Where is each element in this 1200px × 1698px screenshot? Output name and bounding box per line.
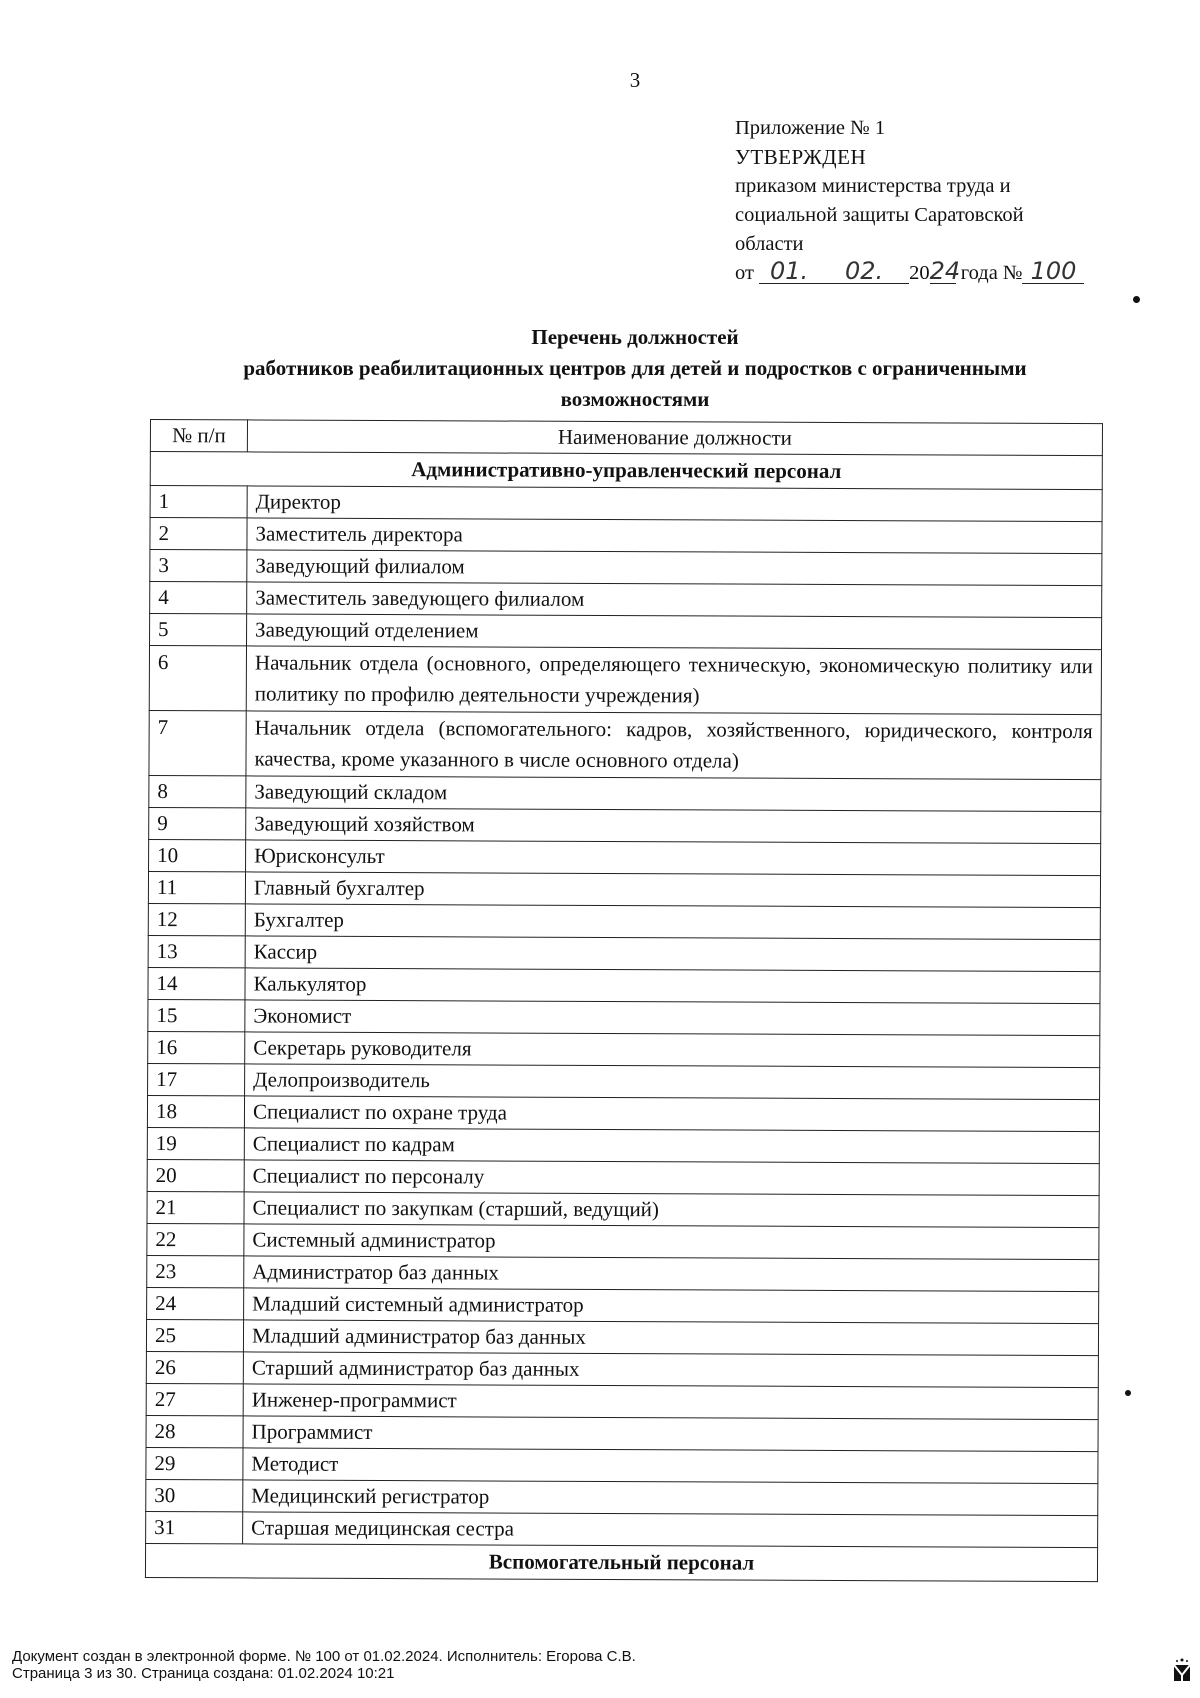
scan-speck	[1125, 1390, 1131, 1396]
table-row	[148, 871, 1100, 907]
position-name: Старший администратор баз данных	[243, 1352, 1098, 1388]
position-name: Специалист по охране труда	[244, 1096, 1099, 1132]
table-row	[150, 486, 1102, 522]
table-row	[147, 1255, 1099, 1291]
section-header-row	[150, 452, 1102, 490]
row-number: 3	[150, 550, 247, 582]
position-name: Системный администратор	[244, 1224, 1099, 1260]
positions-table	[145, 419, 1103, 1582]
table-row	[148, 1063, 1100, 1099]
table-row	[147, 1223, 1099, 1259]
row-number: 27	[146, 1383, 243, 1415]
row-number: 29	[146, 1447, 243, 1479]
table-row	[148, 903, 1100, 939]
position-name: Директор	[247, 486, 1102, 522]
table-row	[146, 1319, 1098, 1355]
position-name: Заместитель директора	[247, 518, 1102, 554]
document-title	[150, 322, 1120, 415]
section-title: Административно-управленческий персонал	[150, 452, 1102, 490]
table-row	[146, 1511, 1098, 1547]
row-number: 4	[150, 582, 247, 614]
table-row	[150, 518, 1102, 554]
table-row	[149, 807, 1101, 843]
table-row	[148, 999, 1100, 1035]
position-name: Инженер-программист	[243, 1384, 1098, 1420]
position-name: Специалист по кадрам	[244, 1128, 1099, 1164]
section-title: Вспомогательный персонал	[145, 1543, 1097, 1581]
table-row	[146, 1447, 1098, 1483]
table-row	[149, 775, 1101, 811]
approval-authority-line-2: социальной защиты Саратовской	[735, 204, 1024, 226]
table-row	[148, 1031, 1100, 1067]
table-row	[150, 614, 1102, 650]
footer-line-1: Документ создан в электронной форме. № 100 от 01.02.2024. Исполнитель: Егорова С.В.	[12, 1648, 636, 1665]
table-row	[146, 1351, 1098, 1387]
position-name: Экономист	[245, 1000, 1100, 1036]
title-line-2: работников реабилитационных центров для детей и подростков с ограниченными	[243, 356, 1027, 380]
table-row	[147, 1127, 1099, 1163]
order-number-handwritten: 100	[1022, 259, 1084, 284]
table-row	[149, 710, 1101, 779]
row-number: 14	[148, 967, 245, 999]
position-name: Администратор баз данных	[244, 1256, 1099, 1292]
appendix-label: Приложение № 1	[735, 117, 886, 139]
row-number: 1	[150, 486, 247, 518]
position-name: Специалист по закупкам (старший, ведущий)	[244, 1192, 1099, 1228]
position-name: Делопроизводитель	[245, 1064, 1100, 1100]
row-number: 31	[146, 1511, 243, 1543]
row-number: 20	[147, 1159, 244, 1191]
row-number: 23	[147, 1255, 244, 1287]
position-name: Бухгалтер	[245, 904, 1100, 940]
table-row	[148, 935, 1100, 971]
row-number: 17	[148, 1063, 245, 1095]
table-row	[150, 582, 1102, 618]
coat-of-arms-icon	[1170, 1655, 1194, 1685]
position-name: Заведующий складом	[246, 776, 1101, 812]
approved-label: УТВЕРЖДЕН	[735, 145, 867, 169]
position-name: Секретарь руководителя	[245, 1032, 1100, 1068]
position-name: Заведующий отделением	[247, 614, 1102, 650]
title-line-3: возможностями	[560, 387, 710, 411]
table-body	[145, 452, 1102, 1582]
row-number: 12	[148, 903, 245, 935]
order-number-label: года №	[960, 262, 1023, 284]
position-name: Заместитель заведующего филиалом	[247, 582, 1102, 618]
row-number: 6	[149, 646, 246, 711]
table-row	[147, 1095, 1099, 1131]
row-number: 13	[148, 935, 245, 967]
position-name: Специалист по персоналу	[244, 1160, 1099, 1196]
table-row	[146, 1383, 1098, 1419]
table-row	[150, 550, 1102, 586]
position-name: Программист	[243, 1416, 1098, 1452]
position-name: Методист	[243, 1448, 1098, 1484]
row-number: 5	[150, 614, 247, 646]
row-number: 18	[147, 1095, 244, 1127]
position-name: Главный бухгалтер	[245, 872, 1100, 908]
table-row	[146, 1415, 1098, 1451]
footer-line-2: Страница 3 из 30. Страница создана: 01.02.2024 10:21	[12, 1665, 395, 1682]
row-number: 7	[149, 710, 246, 775]
row-number: 11	[148, 871, 245, 903]
date-month-handwritten: 02.	[819, 259, 909, 284]
row-number: 25	[146, 1319, 243, 1351]
position-name: Заведующий хозяйством	[246, 808, 1101, 844]
position-name: Медицинский регистратор	[243, 1480, 1098, 1516]
position-name: Младший системный администратор	[244, 1288, 1099, 1324]
row-number: 8	[149, 775, 246, 807]
scan-speck	[1133, 296, 1140, 303]
row-number: 16	[148, 1031, 245, 1063]
position-name: Калькулятор	[245, 968, 1100, 1004]
approval-date-line	[735, 259, 1125, 288]
approval-authority-line-3: области	[735, 233, 804, 255]
row-number: 30	[146, 1479, 243, 1511]
footer	[12, 1648, 636, 1682]
row-number: 19	[147, 1127, 244, 1159]
row-number: 28	[146, 1415, 243, 1447]
section-header-row	[145, 1543, 1097, 1581]
position-name: Младший администратор баз данных	[243, 1320, 1098, 1356]
position-name: Кассир	[245, 936, 1100, 972]
position-name: Начальник отдела (вспомогательного: кадров, хозяйственного, юридического, контроля качества, кроме указанного в числе основного отдела)	[246, 711, 1101, 780]
approval-block	[735, 114, 1125, 288]
table-row	[147, 1191, 1099, 1227]
table-row	[149, 646, 1101, 715]
table-row	[146, 1479, 1098, 1515]
position-name: Заведующий филиалом	[247, 550, 1102, 586]
row-number: 9	[149, 807, 246, 839]
date-year-handwritten: 24	[929, 257, 961, 285]
header-position-name: Наименование должности	[247, 420, 1102, 456]
date-year-prefix: 20	[909, 262, 930, 284]
title-line-1: Перечень должностей	[531, 325, 739, 349]
position-name: Юрисконсульт	[246, 840, 1101, 876]
table-row	[148, 967, 1100, 1003]
table-row	[149, 839, 1101, 875]
approval-authority-line-1: приказом министерства труда и	[735, 175, 1011, 197]
header-number: № п/п	[150, 420, 247, 452]
row-number: 10	[149, 839, 246, 871]
page-number: 3	[629, 68, 641, 92]
table-row	[147, 1287, 1099, 1323]
date-from-label: от	[735, 262, 754, 284]
table-row	[147, 1159, 1099, 1195]
row-number: 15	[148, 999, 245, 1031]
table-header-row	[150, 420, 1102, 456]
position-name: Начальник отдела (основного, определяющего техническую, экономическую политику или политику по профилю деятельности учреждения)	[246, 646, 1101, 715]
row-number: 22	[147, 1223, 244, 1255]
row-number: 24	[147, 1287, 244, 1319]
position-name: Старшая медицинская сестра	[243, 1512, 1098, 1548]
row-number: 26	[146, 1351, 243, 1383]
row-number: 21	[147, 1191, 244, 1223]
date-day-handwritten: 01.	[759, 259, 819, 284]
row-number: 2	[150, 518, 247, 550]
